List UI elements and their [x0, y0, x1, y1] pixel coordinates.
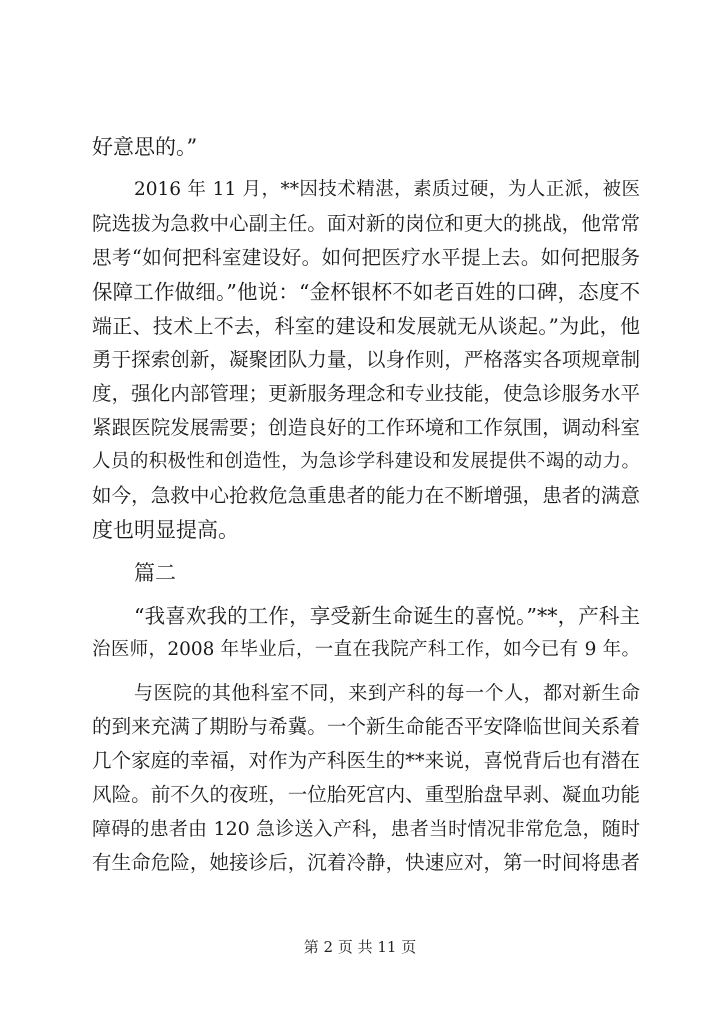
text-line-21: 有生命危险，她接诊后，沉着冷静，快速应对，第一时间将患者: [92, 851, 640, 874]
text-line-19: 风险。前不久的夜班，一位胎死宫内、重型胎盘早剥、凝血功能: [92, 783, 640, 806]
text-line-3: 院选拔为急救中心副主任。面对新的岗位和更大的挑战，他常常: [92, 212, 640, 235]
text-line-2: 2016 年 11 月，**因技术精湛，素质过硬，为人正派，被医: [134, 179, 640, 200]
text-line-7: 勇于探索创新，凝聚团队力量，以身作则，严格落实各项规章制: [92, 348, 640, 371]
text-line-6: 端正、技术上不去，科室的建设和发展就无从谈起。”为此，他: [92, 314, 640, 338]
text-line-4: 思考“如何把科室建设好。如何把医疗水平提上去。如何把服务: [92, 246, 640, 269]
text-line-18: 几个家庭的幸福，对作为产科医生的**来说，喜悦背后也有潜在: [92, 749, 640, 772]
text-line-17: 的到来充满了期盼与希冀。一个新生命能否平安降临世间关系着: [92, 715, 640, 738]
text-line-8: 度，强化内部管理；更新服务理念和专业技能，使急诊服务水平: [92, 382, 640, 405]
text-line-11: 如今，急救中心抢救危急重患者的能力在不断增强，患者的满意: [92, 484, 640, 507]
section-heading: 篇二: [134, 561, 176, 585]
text-line-9: 紧跟医院发展需要；创造良好的工作环境和工作氛围，调动科室: [92, 416, 640, 439]
text-line-20: 障碍的患者由 120 急诊送入产科，患者当时情况非常危急，随时: [92, 818, 640, 840]
text-line-15: 治医师，2008 年毕业后，一直在我院产科工作，如今已有 9 年。: [92, 639, 640, 660]
text-line-16: 与医院的其他科室不同，来到产科的每一个人，都对新生命: [134, 682, 640, 704]
text-line-5: 保障工作做细。”他说：“金杯银杯不如老百姓的口碑，态度不: [92, 280, 640, 304]
text-line-1: 好意思的。”: [92, 135, 198, 159]
text-line-10: 人员的积极性和创造性，为急诊学科建设和发展提供不竭的动力。: [92, 451, 640, 472]
page-footer: 第 2 页 共 11 页: [303, 938, 417, 956]
text-line-14: “我喜欢我的工作，享受新生命诞生的喜悦。”**，产科主: [134, 604, 640, 628]
text-line-12: 度也明显提高。: [92, 518, 239, 542]
